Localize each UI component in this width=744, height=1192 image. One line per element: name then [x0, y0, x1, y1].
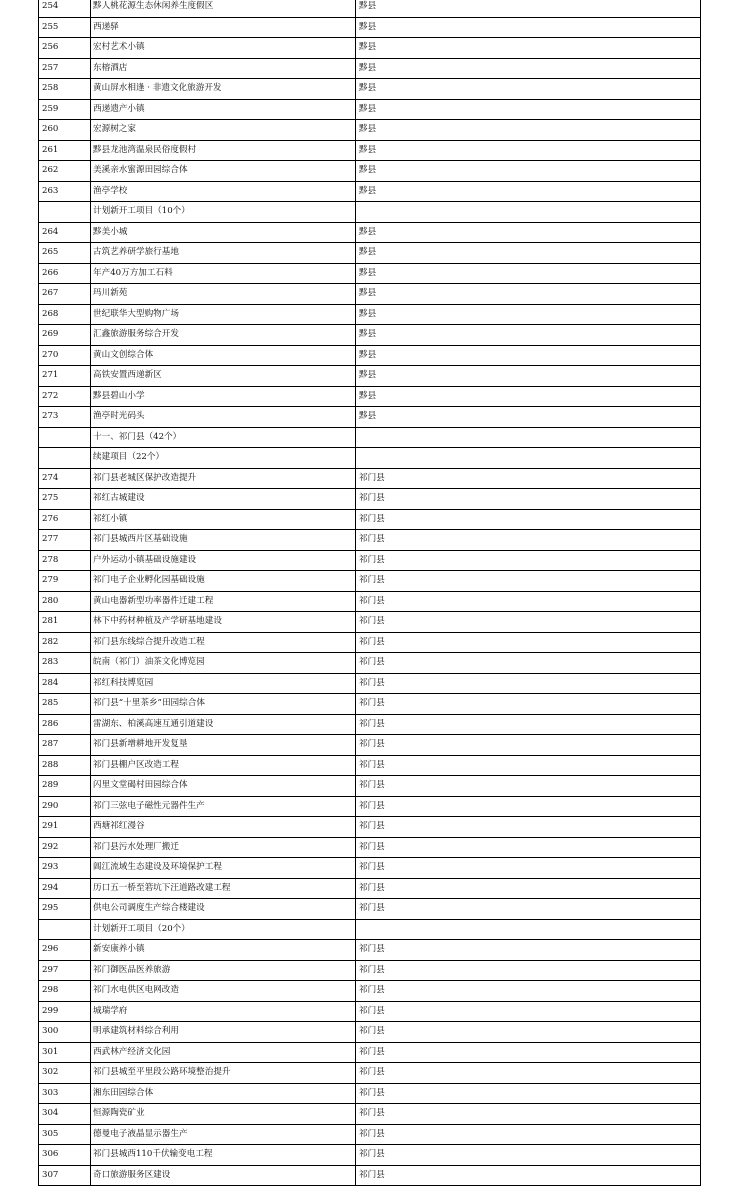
row-number-cell: 284 [39, 673, 91, 694]
section-header-row [39, 202, 701, 223]
table-row [39, 694, 701, 715]
project-name-cell: 祁门水电供区电网改造 [91, 981, 356, 1002]
table-row [39, 161, 701, 182]
project-name-cell: 计划新开工项目（20个） [91, 919, 356, 940]
table-row [39, 530, 701, 551]
row-number-cell: 268 [39, 304, 91, 325]
county-cell [356, 427, 701, 448]
row-number-cell: 283 [39, 653, 91, 674]
project-name-cell: 汇鑫旅游服务综合开发 [91, 325, 356, 346]
project-name-cell: 祁门县棚户区改造工程 [91, 755, 356, 776]
county-cell: 祁门县 [356, 1104, 701, 1125]
row-number-cell: 255 [39, 17, 91, 38]
row-number-cell: 278 [39, 550, 91, 571]
table-row [39, 1063, 701, 1084]
county-cell: 祁门县 [356, 694, 701, 715]
county-cell: 祁门县 [356, 591, 701, 612]
row-number-cell: 293 [39, 858, 91, 879]
table-row [39, 304, 701, 325]
row-number-cell: 291 [39, 817, 91, 838]
table-row [39, 1165, 701, 1186]
project-name-cell: 年产40万方加工石料 [91, 263, 356, 284]
project-name-cell: 祁门电子企业孵化园基础设施 [91, 571, 356, 592]
county-cell: 祁门县 [356, 1022, 701, 1043]
county-cell: 祁门县 [356, 1145, 701, 1166]
table-row [39, 181, 701, 202]
table-row [39, 509, 701, 530]
row-number-cell: 259 [39, 99, 91, 120]
county-cell: 祁门县 [356, 878, 701, 899]
project-name-cell: 城瑞学府 [91, 1001, 356, 1022]
table-row [39, 17, 701, 38]
county-cell: 祁门县 [356, 960, 701, 981]
section-header-row [39, 448, 701, 469]
county-cell: 黟县 [356, 0, 701, 17]
project-name-cell: 林下中药材种植及产学研基地建设 [91, 612, 356, 633]
row-number-cell: 260 [39, 120, 91, 141]
table-row [39, 571, 701, 592]
project-name-cell: 高铁安置西递新区 [91, 366, 356, 387]
row-number-cell: 277 [39, 530, 91, 551]
row-number-cell: 300 [39, 1022, 91, 1043]
row-number-cell: 274 [39, 468, 91, 489]
table-row [39, 345, 701, 366]
county-cell: 祁门县 [356, 858, 701, 879]
table-row [39, 325, 701, 346]
county-cell: 黟县 [356, 407, 701, 428]
county-cell [356, 202, 701, 223]
county-cell: 祁门县 [356, 899, 701, 920]
county-cell: 黟县 [356, 17, 701, 38]
table-row [39, 899, 701, 920]
row-number-cell: 307 [39, 1165, 91, 1186]
project-name-cell: 西递驿 [91, 17, 356, 38]
table-row [39, 386, 701, 407]
county-cell: 祁门县 [356, 489, 701, 510]
project-name-cell: 宏源树之家 [91, 120, 356, 141]
table-row [39, 284, 701, 305]
row-number-cell: 270 [39, 345, 91, 366]
project-name-cell: 祁红古城建设 [91, 489, 356, 510]
project-name-cell: 户外运动小镇基础设施建设 [91, 550, 356, 571]
project-name-cell: 皖南（祁门）油茶文化博览园 [91, 653, 356, 674]
table-row [39, 407, 701, 428]
row-number-cell: 257 [39, 58, 91, 79]
row-number-cell [39, 919, 91, 940]
row-number-cell: 292 [39, 837, 91, 858]
table-row [39, 632, 701, 653]
county-cell: 祁门县 [356, 1083, 701, 1104]
table-row [39, 366, 701, 387]
table-row [39, 1022, 701, 1043]
project-name-cell: 十一、祁门县（42个） [91, 427, 356, 448]
table-row [39, 1042, 701, 1063]
row-number-cell: 272 [39, 386, 91, 407]
project-name-cell: 祁门御医品医养旅游 [91, 960, 356, 981]
project-name-cell: 祁红科技博览园 [91, 673, 356, 694]
county-cell: 祁门县 [356, 817, 701, 838]
table-row [39, 878, 701, 899]
county-cell: 黟县 [356, 304, 701, 325]
county-cell: 黟县 [356, 222, 701, 243]
project-name-cell: 古筑艺养研学旅行基地 [91, 243, 356, 264]
table-row [39, 1083, 701, 1104]
county-cell: 祁门县 [356, 796, 701, 817]
row-number-cell: 265 [39, 243, 91, 264]
row-number-cell: 288 [39, 755, 91, 776]
table-row [39, 858, 701, 879]
project-name-cell: 祁门县污水处理厂搬迁 [91, 837, 356, 858]
county-cell: 祁门县 [356, 550, 701, 571]
project-name-cell: 西武林产经济文化园 [91, 1042, 356, 1063]
table-row [39, 489, 701, 510]
project-name-cell: 祁门县城西片区基础设施 [91, 530, 356, 551]
row-number-cell: 289 [39, 776, 91, 797]
county-cell: 祁门县 [356, 1165, 701, 1186]
row-number-cell: 301 [39, 1042, 91, 1063]
row-number-cell: 266 [39, 263, 91, 284]
row-number-cell: 294 [39, 878, 91, 899]
row-number-cell: 290 [39, 796, 91, 817]
table-row [39, 38, 701, 59]
table-row [39, 960, 701, 981]
row-number-cell: 286 [39, 714, 91, 735]
row-number-cell: 280 [39, 591, 91, 612]
county-cell: 祁门县 [356, 837, 701, 858]
row-number-cell [39, 202, 91, 223]
row-number-cell: 271 [39, 366, 91, 387]
project-name-cell: 新安康养小镇 [91, 940, 356, 961]
table-row [39, 550, 701, 571]
project-name-cell: 雷湖东、柏溪高速互通引道建设 [91, 714, 356, 735]
county-cell: 祁门县 [356, 714, 701, 735]
table-row [39, 776, 701, 797]
row-number-cell: 282 [39, 632, 91, 653]
county-cell: 黟县 [356, 120, 701, 141]
row-number-cell: 262 [39, 161, 91, 182]
county-cell: 黟县 [356, 38, 701, 59]
row-number-cell: 258 [39, 79, 91, 100]
county-cell: 祁门县 [356, 940, 701, 961]
project-name-cell: 宏村艺术小镇 [91, 38, 356, 59]
project-name-cell: 祁门县“十里茶乡”田园综合体 [91, 694, 356, 715]
row-number-cell: 298 [39, 981, 91, 1002]
project-name-cell: 奇口旅游服务区建设 [91, 1165, 356, 1186]
county-cell: 黟县 [356, 161, 701, 182]
table-row [39, 981, 701, 1002]
row-number-cell: 264 [39, 222, 91, 243]
table-row [39, 755, 701, 776]
table-row [39, 796, 701, 817]
table-row [39, 58, 701, 79]
table-row [39, 817, 701, 838]
county-cell: 黟县 [356, 325, 701, 346]
county-cell: 祁门县 [356, 776, 701, 797]
project-name-cell: 西递遗产小镇 [91, 99, 356, 120]
project-name-cell: 黄山文创综合体 [91, 345, 356, 366]
row-number-cell: 303 [39, 1083, 91, 1104]
table-row [39, 1145, 701, 1166]
county-cell: 黟县 [356, 79, 701, 100]
project-name-cell: 祁门县城西110千伏输变电工程 [91, 1145, 356, 1166]
row-number-cell: 299 [39, 1001, 91, 1022]
row-number-cell: 297 [39, 960, 91, 981]
project-name-cell: 祁门县城至平里段公路环境整治提升 [91, 1063, 356, 1084]
row-number-cell [39, 427, 91, 448]
project-name-cell: 美溪亲水蜜源田园综合体 [91, 161, 356, 182]
project-name-cell: 闪里文堂碣村田园综合体 [91, 776, 356, 797]
table-row [39, 0, 701, 17]
row-number-cell: 254 [39, 0, 91, 17]
county-cell: 黟县 [356, 99, 701, 120]
table-row [39, 79, 701, 100]
county-cell: 祁门县 [356, 653, 701, 674]
project-name-cell: 祁门三弦电子磁性元器件生产 [91, 796, 356, 817]
project-name-cell: 祁红小镇 [91, 509, 356, 530]
county-cell: 祁门县 [356, 1042, 701, 1063]
county-cell: 祁门县 [356, 735, 701, 756]
county-cell: 祁门县 [356, 755, 701, 776]
project-table [38, 0, 701, 1186]
project-name-cell: 黟人桃花源生态休闲养生度假区 [91, 0, 356, 17]
project-name-cell: 供电公司调度生产综合楼建设 [91, 899, 356, 920]
county-cell: 黟县 [356, 140, 701, 161]
county-cell: 祁门县 [356, 673, 701, 694]
table-row [39, 140, 701, 161]
county-cell: 黟县 [356, 181, 701, 202]
row-number-cell [39, 448, 91, 469]
project-name-cell: 黄山电器新型功率器件迁建工程 [91, 591, 356, 612]
row-number-cell: 276 [39, 509, 91, 530]
project-name-cell: 玛川新苑 [91, 284, 356, 305]
project-name-cell: 渔亭学校 [91, 181, 356, 202]
table-row [39, 222, 701, 243]
table-row [39, 120, 701, 141]
county-cell: 祁门县 [356, 981, 701, 1002]
table-row [39, 1104, 701, 1125]
table-row [39, 735, 701, 756]
project-name-cell: 祁门县东线综合提升改造工程 [91, 632, 356, 653]
county-cell: 黟县 [356, 243, 701, 264]
table-row [39, 243, 701, 264]
section-header-row [39, 427, 701, 448]
row-number-cell: 267 [39, 284, 91, 305]
table-row [39, 714, 701, 735]
table-row [39, 468, 701, 489]
county-cell: 祁门县 [356, 468, 701, 489]
county-cell [356, 919, 701, 940]
project-name-cell: 西塘祁红漫谷 [91, 817, 356, 838]
row-number-cell: 256 [39, 38, 91, 59]
row-number-cell: 305 [39, 1124, 91, 1145]
project-name-cell: 渔亭时光码头 [91, 407, 356, 428]
table-row [39, 263, 701, 284]
project-name-cell: 黄山屏水相逢 · 非遗文化旅游开发 [91, 79, 356, 100]
county-cell: 祁门县 [356, 1063, 701, 1084]
project-name-cell: 德曼电子液晶显示器生产 [91, 1124, 356, 1145]
county-cell: 祁门县 [356, 612, 701, 633]
table-row [39, 1001, 701, 1022]
row-number-cell: 304 [39, 1104, 91, 1125]
project-name-cell: 祁门县老城区保护改造提升 [91, 468, 356, 489]
county-cell: 黟县 [356, 58, 701, 79]
project-name-cell: 恒源陶瓷矿业 [91, 1104, 356, 1125]
row-number-cell: 296 [39, 940, 91, 961]
county-cell: 黟县 [356, 386, 701, 407]
project-name-cell: 祁门县新增耕地开发复垦 [91, 735, 356, 756]
row-number-cell: 273 [39, 407, 91, 428]
table-row [39, 612, 701, 633]
row-number-cell: 275 [39, 489, 91, 510]
project-name-cell: 黟县龙池湾温泉民俗度假村 [91, 140, 356, 161]
project-name-cell: 黟美小城 [91, 222, 356, 243]
row-number-cell: 295 [39, 899, 91, 920]
project-name-cell: 东榕酒店 [91, 58, 356, 79]
section-header-row [39, 919, 701, 940]
table-row [39, 1124, 701, 1145]
row-number-cell: 281 [39, 612, 91, 633]
county-cell: 祁门县 [356, 509, 701, 530]
row-number-cell: 302 [39, 1063, 91, 1084]
project-name-cell: 世纪联华大型购物广场 [91, 304, 356, 325]
project-name-cell: 历口五一桥至箬坑下汪道路改建工程 [91, 878, 356, 899]
table-row [39, 673, 701, 694]
project-name-cell: 明承建筑材料综合利用 [91, 1022, 356, 1043]
county-cell [356, 448, 701, 469]
row-number-cell: 306 [39, 1145, 91, 1166]
row-number-cell: 285 [39, 694, 91, 715]
table-row [39, 940, 701, 961]
table-row [39, 837, 701, 858]
county-cell: 黟县 [356, 263, 701, 284]
county-cell: 黟县 [356, 366, 701, 387]
project-name-cell: 湘东田园综合体 [91, 1083, 356, 1104]
project-name-cell: 黟县碧山小学 [91, 386, 356, 407]
project-name-cell: 续建项目（22个） [91, 448, 356, 469]
county-cell: 黟县 [356, 284, 701, 305]
county-cell: 黟县 [356, 345, 701, 366]
county-cell: 祁门县 [356, 632, 701, 653]
county-cell: 祁门县 [356, 1001, 701, 1022]
row-number-cell: 287 [39, 735, 91, 756]
project-table-body [39, 0, 701, 1186]
row-number-cell: 263 [39, 181, 91, 202]
row-number-cell: 261 [39, 140, 91, 161]
project-name-cell: 计划新开工项目（10个） [91, 202, 356, 223]
row-number-cell: 269 [39, 325, 91, 346]
table-row [39, 99, 701, 120]
county-cell: 祁门县 [356, 571, 701, 592]
county-cell: 祁门县 [356, 1124, 701, 1145]
table-row [39, 591, 701, 612]
project-name-cell: 阊江流域生态建设及环境保护工程 [91, 858, 356, 879]
row-number-cell: 279 [39, 571, 91, 592]
county-cell: 祁门县 [356, 530, 701, 551]
table-row [39, 653, 701, 674]
